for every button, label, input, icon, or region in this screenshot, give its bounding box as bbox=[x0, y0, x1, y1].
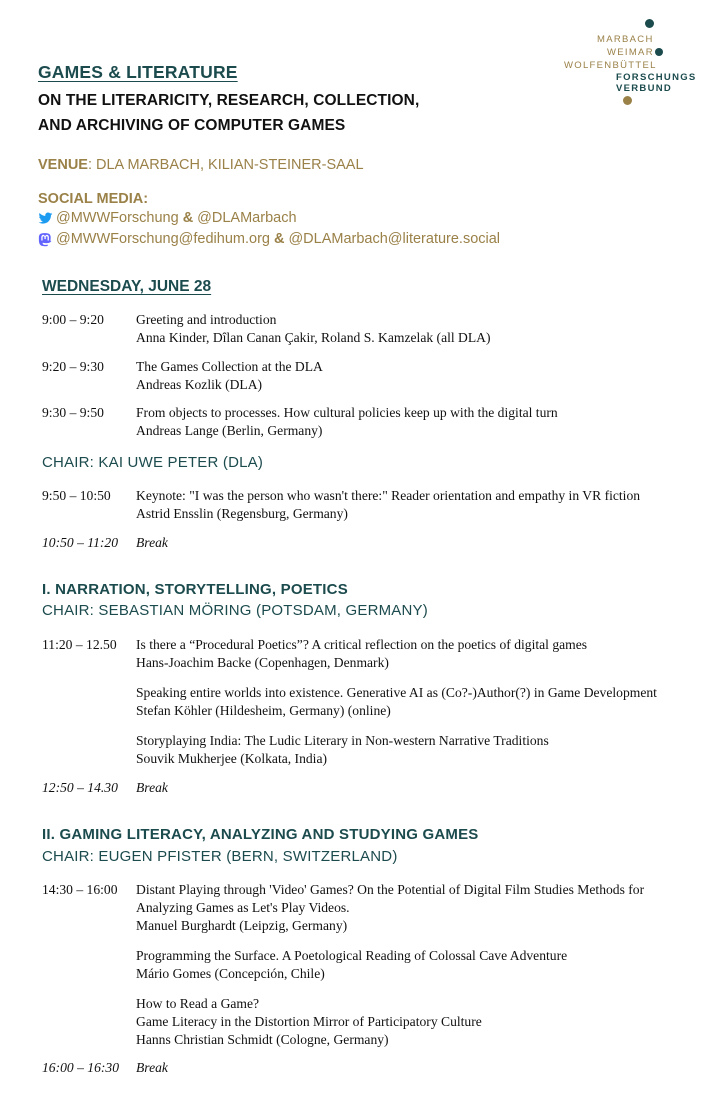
session-title: Storyplaying India: The Ludic Literary in Non-western Narrative Traditions bbox=[136, 733, 549, 748]
chair-heading-3: CHAIR: EUGEN PFISTER (BERN, SWITZERLAND) bbox=[42, 848, 398, 865]
logo-dot-gold-bottom bbox=[623, 96, 632, 105]
session-speaker: Hans-Joachim Backe (Copenhagen, Denmark) bbox=[136, 655, 389, 670]
break-time: 10:50 – 11:20 bbox=[42, 535, 119, 550]
venue-label: VENUE bbox=[38, 157, 88, 173]
logo-dot-green-mid bbox=[655, 48, 663, 56]
session-details bbox=[136, 358, 702, 394]
mastodon-ampersand: & bbox=[273, 231, 285, 247]
day-heading: WEDNESDAY, JUNE 28 bbox=[42, 278, 212, 295]
social-media-heading: SOCIAL MEDIA: bbox=[38, 191, 149, 207]
session-speaker: Mário Gomes (Concepción, Chile) bbox=[136, 966, 325, 981]
session-time: 11:20 – 12.50 bbox=[42, 637, 117, 652]
session-title: Speaking entire worlds into existence. Generative AI as (Co?-)Author(?) in Game Development bbox=[136, 685, 657, 700]
session-details bbox=[136, 947, 702, 983]
break-label: Break bbox=[136, 780, 168, 795]
break-label: Break bbox=[136, 1060, 168, 1075]
twitter-handle-dla[interactable]: @DLAMarbach bbox=[197, 210, 297, 226]
session-title: Keynote: "I was the person who wasn't there:" Reader orientation and empathy in VR fiction bbox=[136, 488, 641, 503]
twitter-icon bbox=[38, 211, 53, 226]
logo-dot-green-top bbox=[645, 19, 654, 28]
logo-text-wolfenbuettel: WOLFENBÜTTEL bbox=[564, 60, 657, 71]
twitter-handle-mww[interactable]: @MWWForschung bbox=[56, 210, 179, 226]
mastodon-icon bbox=[38, 232, 53, 247]
session-details bbox=[136, 732, 702, 768]
chair-heading-2: CHAIR: SEBASTIAN MÖRING (POTSDAM, GERMANY) bbox=[42, 602, 428, 619]
session-details bbox=[136, 881, 702, 935]
session-details bbox=[136, 684, 702, 720]
session-title: How to Read a Game? bbox=[136, 996, 260, 1011]
session-details bbox=[136, 995, 702, 1049]
forschungsverbund-logo bbox=[564, 14, 700, 114]
session-title: Programming the Surface. A Poetological Reading of Colossal Cave Adventure bbox=[136, 948, 568, 963]
section-title-2: II. GAMING LITERACY, ANALYZING AND STUDYING GAMES bbox=[42, 826, 479, 843]
session-details bbox=[136, 311, 702, 347]
social-line-mastodon bbox=[38, 231, 500, 247]
logo-text-marbach: MARBACH bbox=[597, 34, 654, 45]
page-title: GAMES & LITERATURE bbox=[38, 62, 238, 82]
break-time: 16:00 – 16:30 bbox=[42, 1060, 120, 1075]
session-speaker: Andreas Lange (Berlin, Germany) bbox=[136, 423, 323, 438]
break-label: Break bbox=[136, 535, 168, 550]
session-time: 9:50 – 10:50 bbox=[42, 488, 111, 503]
break-time: 12:50 – 14.30 bbox=[42, 780, 118, 795]
session-details bbox=[136, 487, 702, 523]
mastodon-handle-dla[interactable]: @DLAMarbach@literature.social bbox=[288, 231, 501, 247]
mastodon-handle-mww[interactable]: @MWWForschung@fedihum.org bbox=[56, 231, 270, 247]
session-title: The Games Collection at the DLA bbox=[136, 359, 323, 374]
logo-text-forschungs: FORSCHUNGS bbox=[616, 72, 697, 83]
session-title: Distant Playing through 'Video' Games? On the Potential of Digital Film Studies Methods for bbox=[136, 882, 645, 897]
logo-text-weimar: WEIMAR bbox=[607, 47, 654, 58]
session-speaker: Astrid Ensslin (Regensburg, Germany) bbox=[136, 506, 348, 521]
venue bbox=[38, 157, 364, 173]
session-title: Is there a “Procedural Poetics”? A critical reflection on the poetics of digital games bbox=[136, 637, 588, 652]
social-line-twitter bbox=[38, 210, 297, 226]
chair-heading-1: CHAIR: KAI UWE PETER (DLA) bbox=[42, 454, 264, 471]
session-time: 14:30 – 16:00 bbox=[42, 882, 118, 897]
session-speaker: Anna Kinder, Dîlan Canan Çakir, Roland S. Kamzelak (all DLA) bbox=[136, 330, 491, 345]
session-speaker: Hanns Christian Schmidt (Cologne, Germany) bbox=[136, 1032, 389, 1047]
twitter-ampersand: & bbox=[182, 210, 194, 226]
session-time: 9:00 – 9:20 bbox=[42, 312, 104, 327]
session-title-continued: Analyzing Games as Let's Play Videos. bbox=[136, 900, 350, 915]
session-subtitle: Game Literacy in the Distortion Mirror of Participatory Culture bbox=[136, 1014, 482, 1029]
logo-text-verbund: VERBUND bbox=[616, 83, 673, 94]
venue-value: : DLA MARBACH, KILIAN-STEINER-SAAL bbox=[87, 157, 364, 173]
session-speaker: Andreas Kozlik (DLA) bbox=[136, 377, 263, 392]
page-subtitle-line-1: ON THE LITERARICITY, RESEARCH, COLLECTION, bbox=[38, 92, 420, 109]
session-details bbox=[136, 636, 702, 672]
session-speaker: Stefan Köhler (Hildesheim, Germany) (online) bbox=[136, 703, 391, 718]
session-time: 9:20 – 9:30 bbox=[42, 359, 104, 374]
session-time: 9:30 – 9:50 bbox=[42, 405, 104, 420]
section-title-1: I. NARRATION, STORYTELLING, POETICS bbox=[42, 581, 348, 598]
session-details bbox=[136, 404, 702, 440]
session-speaker: Manuel Burghardt (Leipzig, Germany) bbox=[136, 918, 348, 933]
session-title: From objects to processes. How cultural policies keep up with the digital turn bbox=[136, 405, 558, 420]
page-subtitle-line-2: AND ARCHIVING OF COMPUTER GAMES bbox=[38, 117, 346, 134]
session-title: Greeting and introduction bbox=[136, 312, 277, 327]
session-speaker: Souvik Mukherjee (Kolkata, India) bbox=[136, 751, 328, 766]
